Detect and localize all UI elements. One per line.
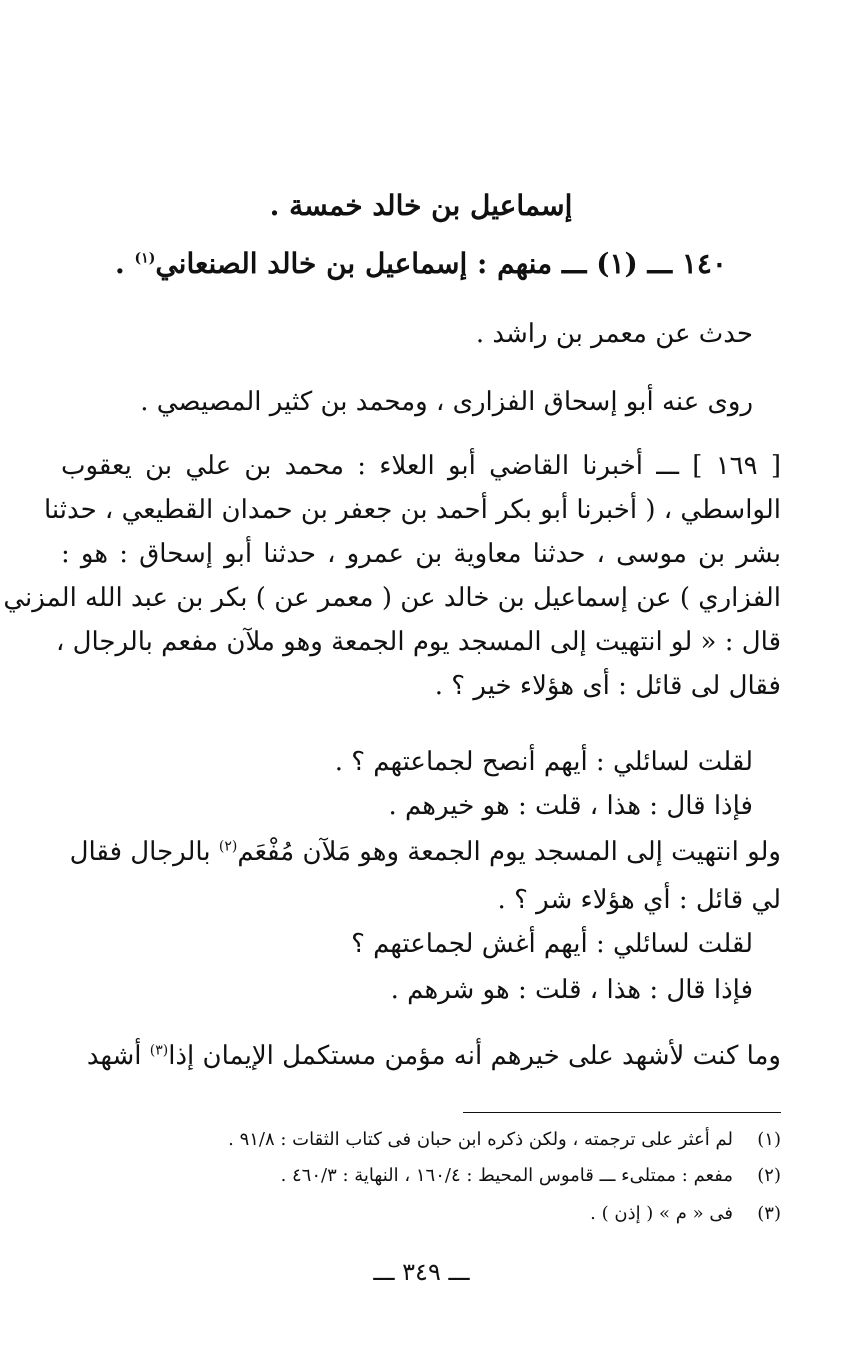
verse-line-part: بالرجال فقال bbox=[69, 837, 219, 867]
footnote-ref-3: (٣) bbox=[149, 1042, 169, 1059]
verse-line-part: ولو انتهيت إلى المسجد يوم الجمعة وهو مَلآن مُفْعَم bbox=[237, 837, 781, 867]
verse-line-part: وما كنت لأشهد على خيرهم أنه مؤمن مستكمل الإيمان إذا bbox=[168, 1041, 781, 1071]
entry-heading bbox=[61, 244, 781, 284]
intro-line: إسماعيل بن خالد خمسة . bbox=[269, 189, 573, 222]
hadith-line: [ ١٦٩ ] ـــ أخبرنا القاضي أبو العلاء : محمد بن علي بن يعقوب bbox=[61, 451, 781, 481]
page-number: ـــ ٣٤٩ ـــ bbox=[373, 1258, 470, 1286]
footnote-number: (٢) bbox=[757, 1165, 781, 1186]
footnote-number: (٣) bbox=[757, 1203, 781, 1224]
footnote-number: (١) bbox=[757, 1129, 781, 1150]
verse-line: فإذا قال : هذا ، قلت : هو شرهم . bbox=[390, 975, 753, 1005]
verse-line-part: أشهد bbox=[86, 1041, 150, 1071]
entry-heading-text: ١٤٠ ـــ (١) ـــ منهم : إسماعيل بن خالد الصنعاني bbox=[155, 247, 727, 280]
footnote bbox=[61, 1126, 781, 1154]
verse-line: فإذا قال : هذا ، قلت : هو خيرهم . bbox=[388, 791, 753, 821]
footnote-ref-1: (١) bbox=[134, 250, 156, 267]
hadith-line: قال : « لو انتهيت إلى المسجد يوم الجمعة وهو ملآن مفعم بالرجال ، bbox=[55, 627, 781, 657]
narrators-line: روى عنه أبو إسحاق الفزارى ، ومحمد بن كثير المصيصي . bbox=[140, 387, 753, 417]
footnote-text: لم أعثر على ترجمته ، ولكن ذكره ابن حبان فى كتاب الثقات : ٩١/٨ . bbox=[228, 1129, 733, 1150]
footnote-text: مفعم : ممتلىء ـــ قاموس المحيط : ١٦٠/٤ ، النهاية : ٤٦٠/٣ . bbox=[280, 1165, 733, 1186]
verse-line bbox=[61, 1036, 781, 1076]
footnote-text: فى « م » ( إذن ) . bbox=[590, 1203, 733, 1224]
footnote bbox=[61, 1162, 781, 1190]
footnote bbox=[61, 1200, 781, 1228]
verse-line bbox=[61, 832, 781, 872]
footnote-ref-2: (٢) bbox=[218, 838, 238, 855]
hadith-line: الواسطي ، ( أخبرنا أبو بكر أحمد بن جعفر بن حمدان القطيعي ، حدثنا bbox=[43, 495, 781, 525]
verse-line: لقلت لسائلي : أيهم أغش لجماعتهم ؟ bbox=[351, 929, 753, 959]
hadith-line: بشر بن موسى ، حدثنا معاوية بن عمرو ، حدثنا أبو إسحاق : هو : bbox=[61, 539, 781, 569]
hadith-line: فقال لى قائل : أى هؤلاء خير ؟ . bbox=[434, 671, 781, 701]
hadith-line: الفزاري ) عن إسماعيل بن خالد عن ( معمر عن ) بكر بن عبد الله المزني bbox=[3, 583, 781, 613]
verse-line: لي قائل : أي هؤلاء شر ؟ . bbox=[497, 885, 781, 915]
narrated-from-line: حدث عن معمر بن راشد . bbox=[475, 319, 753, 349]
verse-line: لقلت لسائلي : أيهم أنصح لجماعتهم ؟ . bbox=[334, 747, 753, 777]
footnote-divider bbox=[463, 1112, 781, 1113]
entry-heading-tail: . bbox=[115, 247, 135, 280]
